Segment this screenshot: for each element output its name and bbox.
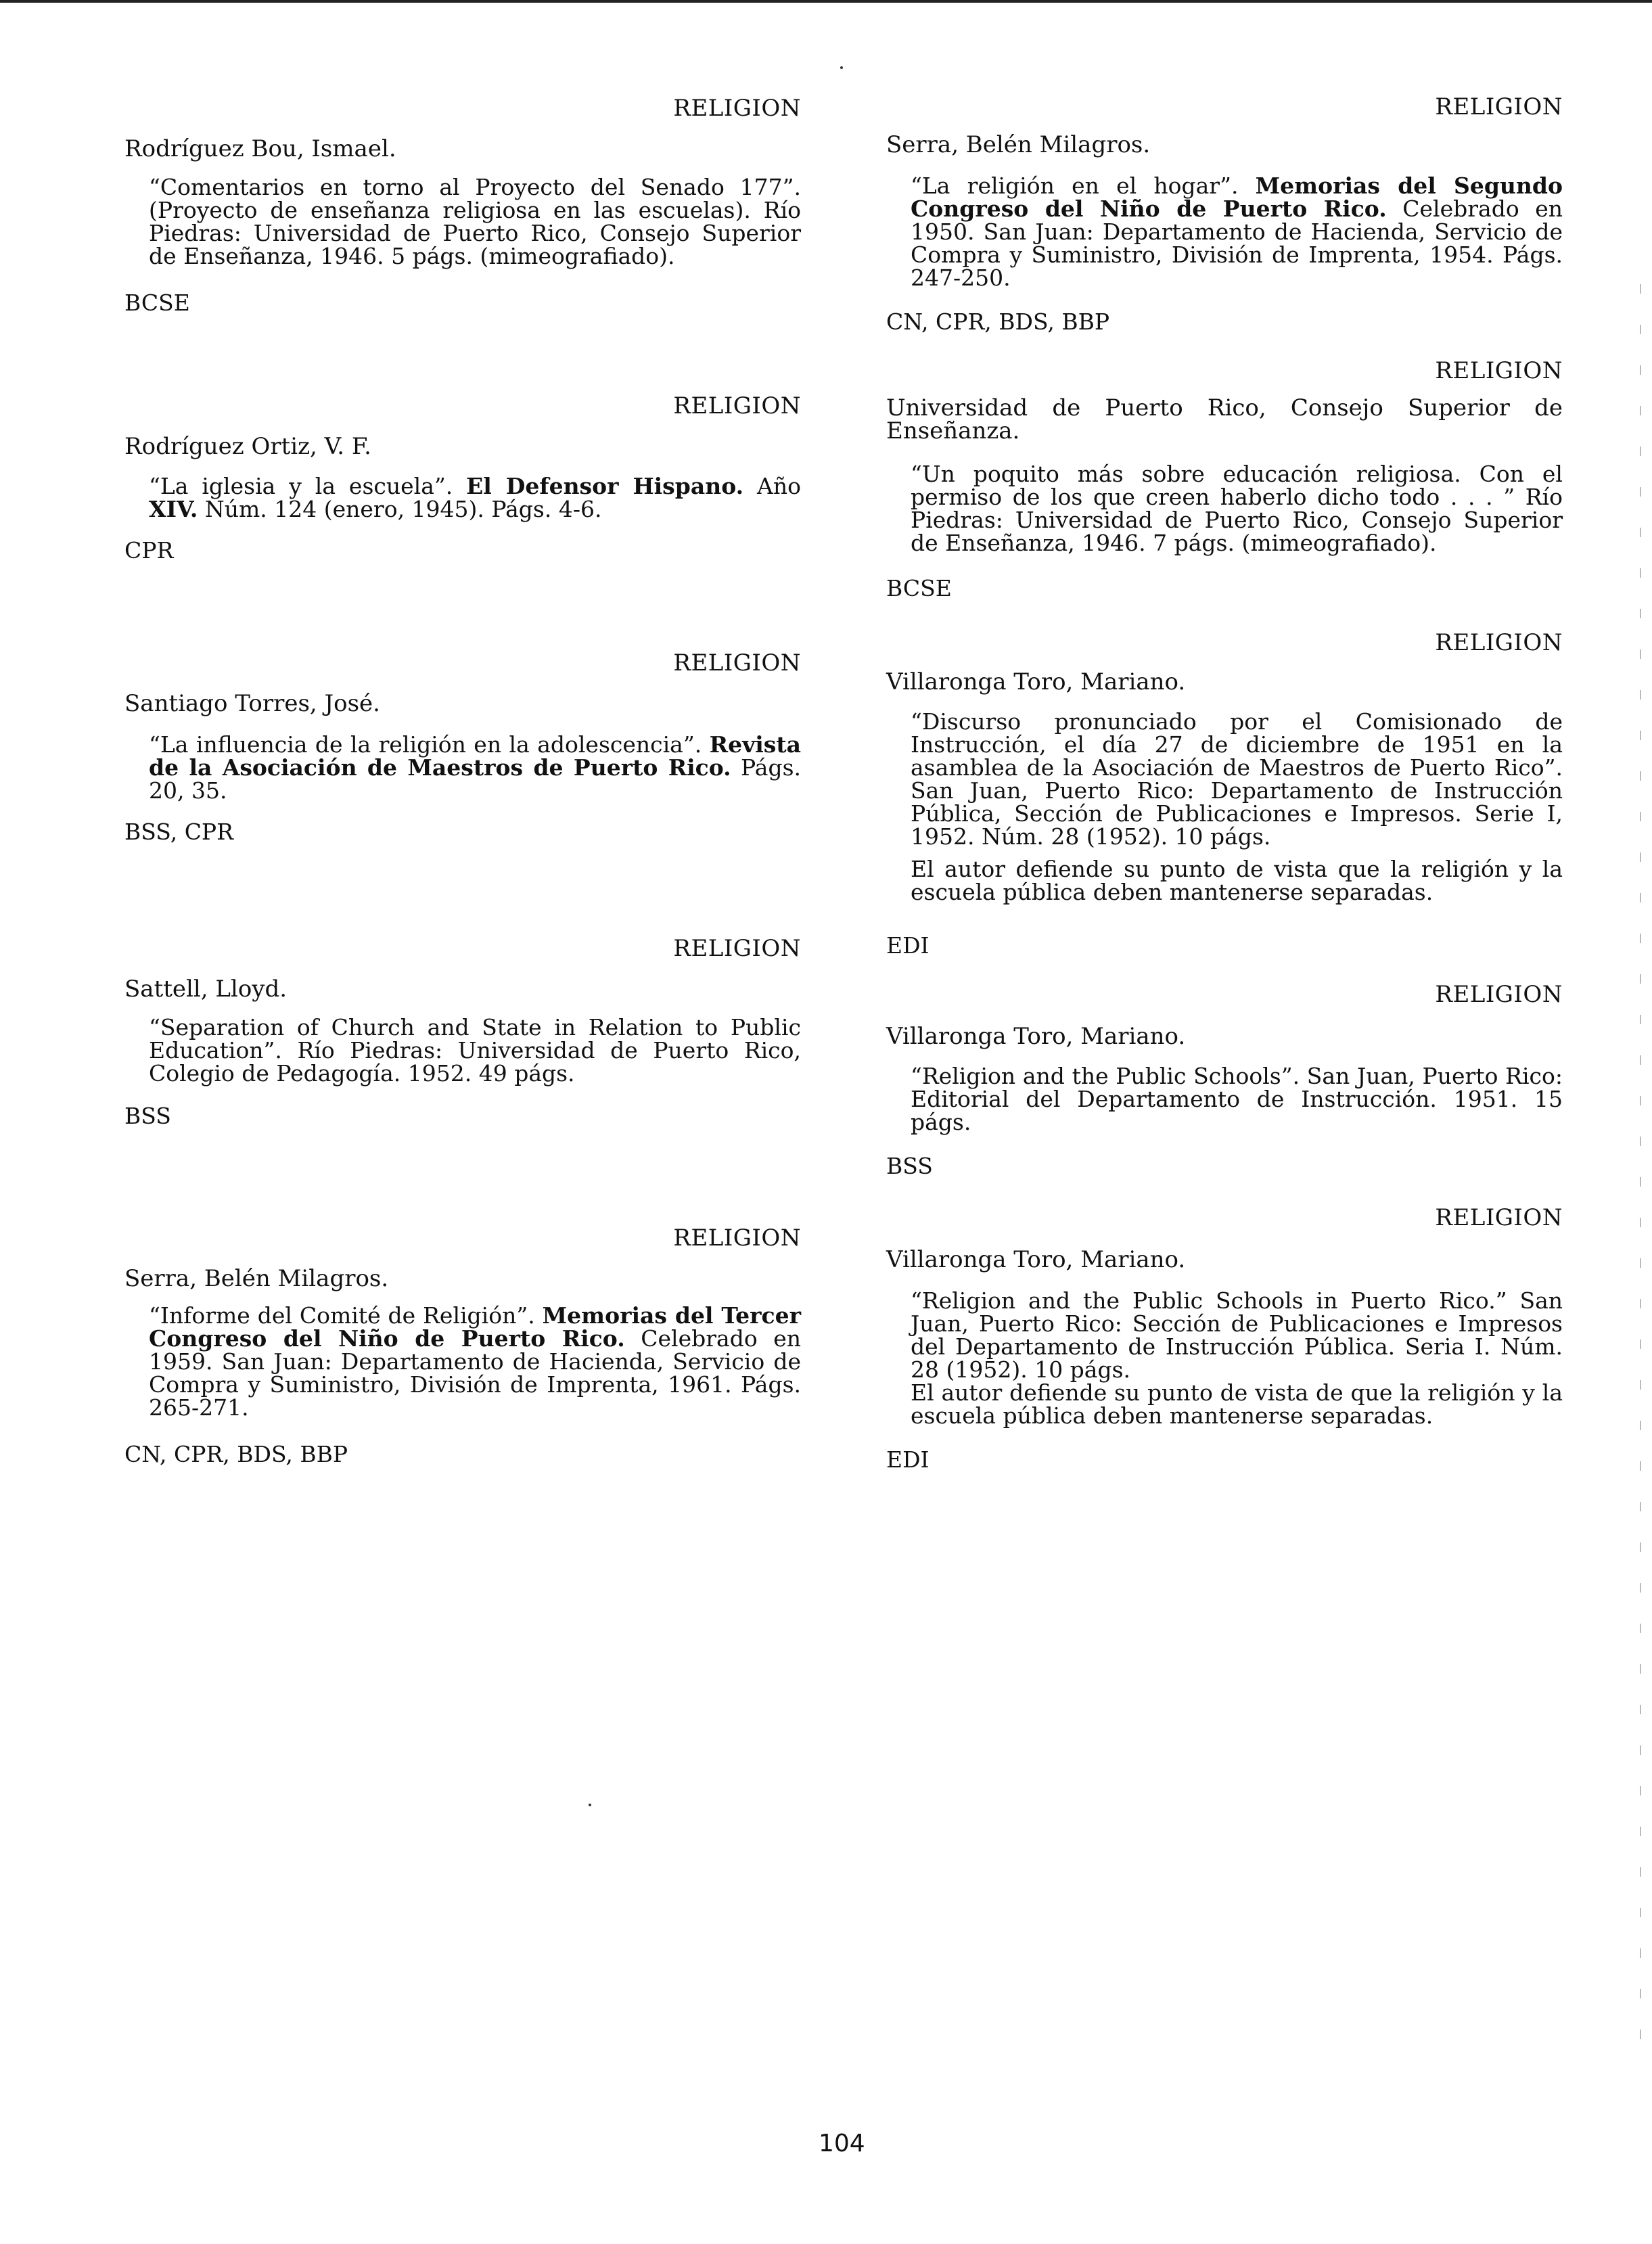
library-codes: BSS, CPR xyxy=(124,819,233,845)
subject-heading: RELIGION xyxy=(673,935,801,962)
entry-citation: “La iglesia y la escuela”. El Defensor Hispano. Año XIV. Núm. 124 (enero, 1945). Págs. 4-6. xyxy=(149,473,801,522)
top-rule xyxy=(0,0,1652,3)
entry-citation: “Religion and the Public Schools”. San Juan, Puerto Rico: Editorial del Departamento de Instrucción. 1951. 15 págs. xyxy=(911,1063,1563,1135)
scan-edge-marks xyxy=(1640,284,1641,2043)
subject-heading: RELIGION xyxy=(673,1224,801,1252)
entry-author: Villaronga Toro, Mariano. xyxy=(886,1246,1186,1273)
entry-author: Serra, Belén Milagros. xyxy=(886,131,1151,158)
subject-heading: RELIGION xyxy=(1435,981,1563,1008)
entry-author: Rodríguez Bou, Ismael. xyxy=(124,135,396,162)
entry-author: Rodríguez Ortiz, V. F. xyxy=(124,433,371,460)
library-codes: BCSE xyxy=(124,290,190,316)
library-codes: BCSE xyxy=(886,575,952,601)
entry-author: Santiago Torres, José. xyxy=(124,690,380,717)
entry-citation: “Informe del Comité de Religión”. Memorias del Tercer Congreso del Niño de Puerto Rico. Celebrado en 1959. San Juan: Departamento de Hacienda, Servicio de Compra y Suministro, División de Imprenta, 1961. Págs. 265-271. xyxy=(149,1302,802,1421)
scan-speck xyxy=(840,66,843,69)
library-codes: CN, CPR, BDS, BBP xyxy=(124,1441,348,1467)
entry-author: Universidad de Puerto Rico, Consejo Superior de Enseñanza. xyxy=(886,394,1563,444)
subject-heading: RELIGION xyxy=(1435,357,1563,384)
entry-citation: “La influencia de la religión en la adolescencia”. Revista de la Asociación de Maestros de Puerto Rico. Págs. 20, 35. xyxy=(149,731,802,804)
subject-heading: RELIGION xyxy=(673,95,801,122)
scan-speck xyxy=(589,1804,591,1806)
subject-heading: RELIGION xyxy=(1435,93,1563,120)
entry-citation: “Religion and the Public Schools in Puerto Rico.” San Juan, Puerto Rico: Sección de Publicaciones e Impresos del Departamento de Instrucción Pública. Seria I. Núm. 28 (1952). 10 págs. El autor defiende su punto de vista de que la religión y la escuela pública deben mantenerse separadas. xyxy=(911,1287,1563,1429)
library-codes: BSS xyxy=(886,1153,933,1179)
entry-author: Sattell, Lloyd. xyxy=(124,976,288,1003)
library-codes: EDI xyxy=(886,932,930,959)
library-codes: CPR xyxy=(124,537,174,564)
subject-heading: RELIGION xyxy=(673,392,801,419)
entry-citation: “Un poquito más sobre educación religiosa. Con el permiso de los que creen haberlo dicho todo . . . ” Río Piedras: Universidad de Puerto Rico, Consejo Superior de Enseñanza, 1946. 7 págs. (mimeografiado). xyxy=(911,461,1563,556)
entry-citation: “Comentarios en torno al Proyecto del Senado 177”. (Proyecto de enseñanza religiosa en las escuelas). Río Piedras: Universidad de Puerto Rico, Consejo Superior de Enseñanza, 1946. 5 págs. (mimeografiado). xyxy=(149,174,801,269)
library-codes: BSS xyxy=(124,1103,171,1129)
entry-author: Serra, Belén Milagros. xyxy=(124,1265,389,1292)
subject-heading: RELIGION xyxy=(1435,629,1563,656)
entry-citation: “La religión en el hogar”. Memorias del Segundo Congreso del Niño de Puerto Rico. Celebrado en 1950. San Juan: Departamento de Hacienda, Servicio de Compra y Suministro, División de Imprenta, 1954. Págs. 247-250. xyxy=(911,173,1563,291)
entry-citation: “Separation of Church and State in Relation to Public Education”. Río Piedras: Universidad de Puerto Rico, Colegio de Pedagogía. 1952. 49 págs. xyxy=(149,1014,801,1086)
entry-author: Villaronga Toro, Mariano. xyxy=(886,1023,1186,1050)
subject-heading: RELIGION xyxy=(1435,1204,1563,1231)
subject-heading: RELIGION xyxy=(673,649,801,677)
entry-citation: “Discurso pronunciado por el Comisionado de Instrucción, el día 27 de diciembre de 1951 en la asamblea de la Asociación de Maestros de Puerto Rico”. San Juan, Puerto Rico: Departamento de Instrucción Pública, Sección de Publicaciones e Impresos. Serie I, 1952. Núm. 28 (1952). 10 págs. El autor defiende su punto de vista que la religión y la escuela pública deben mantenerse separadas. xyxy=(911,708,1563,905)
entry-author: Villaronga Toro, Mariano. xyxy=(886,668,1186,695)
page-number: 104 xyxy=(819,2130,865,2157)
library-codes: CN, CPR, BDS, BBP xyxy=(886,308,1110,335)
library-codes: EDI xyxy=(886,1446,930,1473)
